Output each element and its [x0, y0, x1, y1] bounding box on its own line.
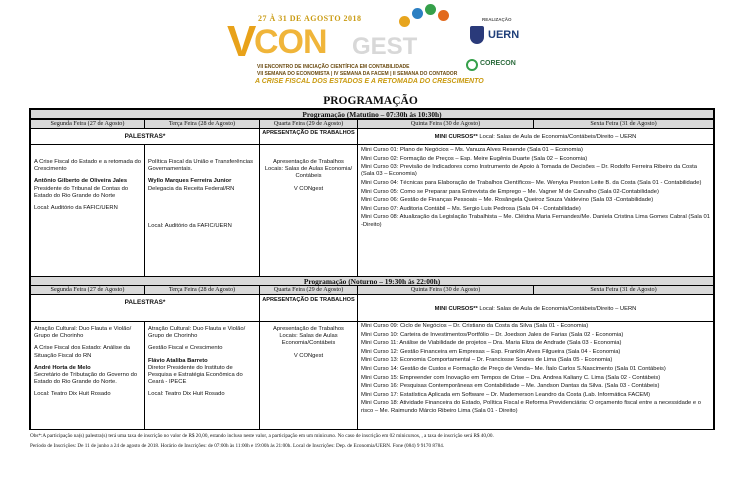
palestra-speaker-role: Delegacia da Receita Federal/RN: [148, 185, 235, 192]
chart-icon: [412, 8, 423, 19]
evening-mon-cell: [30, 321, 145, 430]
minicurso-item: Mini Curso 01: Plano de Negócios – Ms. Vanuza Alves Resende (Sala 01 – Economia): [361, 147, 583, 153]
minicurso-item: Mini Curso 07: Auditoria Contábil – Ms. Sergio Luis Pedrosa (Sala 04 - Contabilidade): [361, 205, 581, 212]
palestra-speaker-role: Presidente do Tribunal de Contas do Estado do Rio Grande do Norte: [34, 185, 129, 199]
evening-tue-cell: [144, 321, 260, 430]
presentation-event: V CONgest: [293, 185, 324, 192]
minicurso-item: Mini Curso 14: Gestão de Custos e Formação de Preço de Venda– Me. Ítalo Carlos S.Nascimento (Sala 01 Contábeis): [361, 365, 666, 372]
corecon-logo-text: CORECON: [480, 60, 516, 67]
evening-minicurso-list: [357, 321, 714, 430]
minicurso-item: Mini Curso 18: Atividade Financeira do Estado, Política Fiscal e Reforma Previdenciária: O orçamento fiscal entre a necessidade e o risco – Me. Raimundo Márcio Ribeiro Lima (Sala 01 - Direito): [361, 400, 701, 414]
uern-logo-text: UERN: [488, 29, 520, 41]
cultural-attraction: Atração Cultural: Duo Flauta e Violão/ Grupo de Chorinho: [34, 326, 132, 340]
palestra-speaker: Wyllo Marques Ferreira Junior: [148, 178, 232, 185]
minicurso-item: Mini Curso 10: Carteira de Investimentos/Portfólio – Dr. Joedson Jales de Farias (Sala 02 - Economia): [361, 331, 624, 338]
event-theme: A CRISE FISCAL DOS ESTADOS E A RETOMADA DO CRESCIMENTO: [255, 78, 484, 85]
minicurso-item: Mini Curso 08: Atualização da Legislação Trabalhista – Me. Cléidna Maria Fernandes/Me. Daniela Cristina Lima Gomes Cabral (Sala 01 -Direito): [361, 214, 710, 228]
palestra-local: Local: Auditório da FAFIC/UERN: [34, 205, 118, 212]
morning-tue-cell: [144, 144, 260, 277]
footer-note-registration: Período de Inscrições: De 11 de junho a 24 de agosto de 2018. Horário de Inscrições: de 07:00h às 11:00h e 19:00h às 21:00h. Local de Inscrições: Dep. de Economia/UERN. Fone (084) 9 9170 8784.: [30, 443, 445, 449]
logo-gest: GEST: [352, 33, 418, 60]
uern-logo: [470, 26, 540, 46]
cultural-attraction: Atração Cultural: Duo Flauta e Violão/ Grupo de Chorinho: [148, 326, 246, 340]
gear-icon: [425, 4, 436, 15]
realizacao-label: REALIZAÇÃO: [482, 17, 512, 22]
minicurso-item: Mini Curso 12: Gestão Financeira em Empresas – Esp. Franklin Alves Filgueira (Sala 04 - Economia): [361, 348, 621, 355]
morning-wed-cell: [259, 144, 358, 277]
evening-wed-header: APRESENTAÇÃO DE TRABALHOS: [259, 294, 358, 322]
evening-day-thu: Quinta Feira (30 de Agosto): [357, 285, 534, 295]
coins-icon: [438, 10, 449, 21]
logo-con: CON: [254, 23, 327, 61]
minicurso-item: Mini Curso 13: Economia Comportamental – Dr. Franciosse Soares de Lima (Sala 05 - Economia): [361, 357, 613, 364]
minicurso-item: Mini Curso 03: Previsão de Indicadores como Instrumento de Apoio à Tomada de Decisões – Dr. Rodolfo Ferreira Ribeiro da Costa (Sala 03 – Economia): [361, 164, 697, 178]
minicurso-item: Mini Curso 04: Técnicas para Elaboração de Trabalhos Científicos– Me. Wenyka Preston Leite B. da Costa (Sala 01 - Contabilidade): [361, 179, 702, 186]
minicurso-location: Local: Salas de Aula de Economia/Contábeis/Direito – UERN: [477, 306, 637, 312]
minicurso-item: Mini Curso 05: Como se Preparar para Entrevista de Emprego – Me. Vagner M de Carvalho (Sala 02-Contabilidade): [361, 188, 659, 195]
palestra-local: Local: Teatro Dix Huit Rosado: [148, 391, 225, 398]
evening-day-mon: Segunda Feira (27 de Agosto): [30, 285, 145, 295]
event-subtitle-2: VII SEMANA DO ECONOMISTA | IV SEMANA DA FACEM | II SEMANA DO CONTADOR: [257, 71, 458, 77]
minicurso-item: Mini Curso 09: Ciclo de Negócios – Dr. Cristiano da Costa da Silva (Sala 01 - Economia): [361, 323, 589, 329]
evening-palestras-title: PALESTRAS*: [30, 294, 260, 322]
evening-day-tue: Terça Feira (28 de Agosto): [144, 285, 260, 295]
minicurso-label: MINI CURSOS**: [434, 134, 478, 140]
minicurso-item: Mini Curso 06: Gestão de Finanças Pessoais – Me. Rosângela Queiroz Souza Valdevino (Sala 03 -Contabilidade): [361, 197, 654, 204]
evening-banner: Programação (Noturno – 19:30h às 22:00h): [30, 276, 714, 286]
morning-minicurso-list: [357, 144, 714, 277]
uern-crest-icon: [470, 26, 484, 44]
morning-mon-cell: [30, 144, 145, 277]
morning-day-tue: Terça Feira (28 de Agosto): [144, 119, 260, 129]
page-title: PROGRAMAÇÃO: [323, 95, 418, 107]
minicurso-item: Mini Curso 02: Formação de Preços – Esp. Meire Eugênia Duarte (Sala 02 – Economia): [361, 155, 588, 162]
palestra-local: Local: Teatro Dix Huit Rosado: [34, 391, 111, 398]
palestra-speaker-role: Secretário de Tributação do Governo do Estado do Rio Grande do Norte.: [34, 372, 138, 386]
event-header: [0, 0, 741, 92]
minicurso-item: Mini Curso 16: Pesquisas Contemporâneas em Contabilidade – Me. Jandson Dantas da Silva. (Sala 03 - Contábeis): [361, 383, 660, 390]
palestra-speaker: Antônio Gilberto de Oliveira Jales: [34, 178, 128, 185]
morning-palestras-title: PALESTRAS*: [30, 128, 260, 145]
schedule-table: [29, 108, 715, 430]
morning-day-fri: Sexta Feira (31 de Agosto): [533, 119, 714, 129]
presentation-title: Apresentação de Trabalhos: [273, 326, 344, 332]
event-subtitle-1: VII ENCONTRO DE INICIAÇÃO CIENTÍFICA EM CONTABILIDADE: [257, 64, 410, 70]
palestra-local: Local: Auditório da FAFIC/UERN: [148, 222, 232, 229]
minicurso-location: Local: Salas de Aula de Economia/Contábeis/Direito – UERN: [477, 134, 637, 140]
globe-icon: [399, 16, 410, 27]
logo-v: V: [227, 17, 257, 66]
logo-icons: [399, 4, 459, 30]
morning-minicurso-header: [357, 128, 714, 145]
morning-banner: Programação (Matutino – 07:30h às 10:30h): [30, 109, 714, 119]
evening-wed-cell: [259, 321, 358, 430]
evening-day-fri: Sexta Feira (31 de Agosto): [533, 285, 714, 295]
minicurso-item: Mini Curso 17: Estatística Aplicada em Software – Dr. Mademerson Leandro da Costa (Lab. Informática FACEM): [361, 391, 651, 398]
minicurso-item: Mini Curso 15: Empreender com Inovação em Tempos de Crise – Dra. Andrea Kaliany C. Lima (Sala 02 - Contábeis): [361, 374, 661, 381]
morning-wed-header: APRESENTAÇÃO DE TRABALHOS: [259, 128, 358, 145]
morning-day-wed: Quarta Feira (29 de Agosto): [259, 119, 358, 129]
palestra-speaker-role: Diretor Presidente do Instituto de Pesquisa e Estratégia Econômica do Ceará - IPECE: [148, 364, 243, 386]
corecon-ring-icon: [466, 59, 478, 71]
evening-minicurso-header: [357, 294, 714, 322]
presentation-title: Apresentação de Trabalhos: [273, 159, 344, 165]
morning-day-mon: Segunda Feira (27 de Agosto): [30, 119, 145, 129]
palestra-speaker: André Horta de Melo: [34, 364, 91, 371]
morning-day-thu: Quinta Feira (30 de Agosto): [357, 119, 534, 129]
palestra-speaker: Flávio Ataliba Barreto: [148, 357, 208, 364]
corecon-logo: [466, 58, 532, 74]
presentation-location: Locais: Salas de Aulas Economia/Contábeis: [279, 333, 338, 347]
palestra-topic: A Crise Fiscal dos Estado: Análise da Situação Fiscal do RN: [34, 345, 131, 359]
palestra-topic: Gestão Fiscal e Crescimento: [148, 345, 223, 352]
presentation-location: Locais: Salas de Aulas Economia/ Contábeis: [264, 166, 353, 180]
event-dates: 27 À 31 DE AGOSTO 2018: [258, 14, 362, 23]
minicurso-item: Mini Curso 11: Análise de Viabilidade de projetos – Dra. Maria Eliza de Andrade (Sala 03 - Economia): [361, 340, 622, 347]
evening-day-wed: Quarta Feira (29 de Agosto): [259, 285, 358, 295]
footer-note-fee: Obs*:A participação na(s) palestra(s) terá uma taxa de inscrição no valor de R$ 20,00, estando incluso neste valor, a participação em um minicurso. No caso de inscrição em 02 minicursos, , a taxa de inscrição será R$ 40,00.: [30, 433, 494, 439]
presentation-event: V CONgest: [293, 352, 324, 359]
palestra-topic: A Crise Fiscal do Estado e a retomada do Crescimento: [34, 159, 141, 173]
palestra-topic: Política Fiscal da União e Transferências Governamentais.: [148, 159, 254, 173]
minicurso-label: MINI CURSOS**: [434, 306, 478, 312]
